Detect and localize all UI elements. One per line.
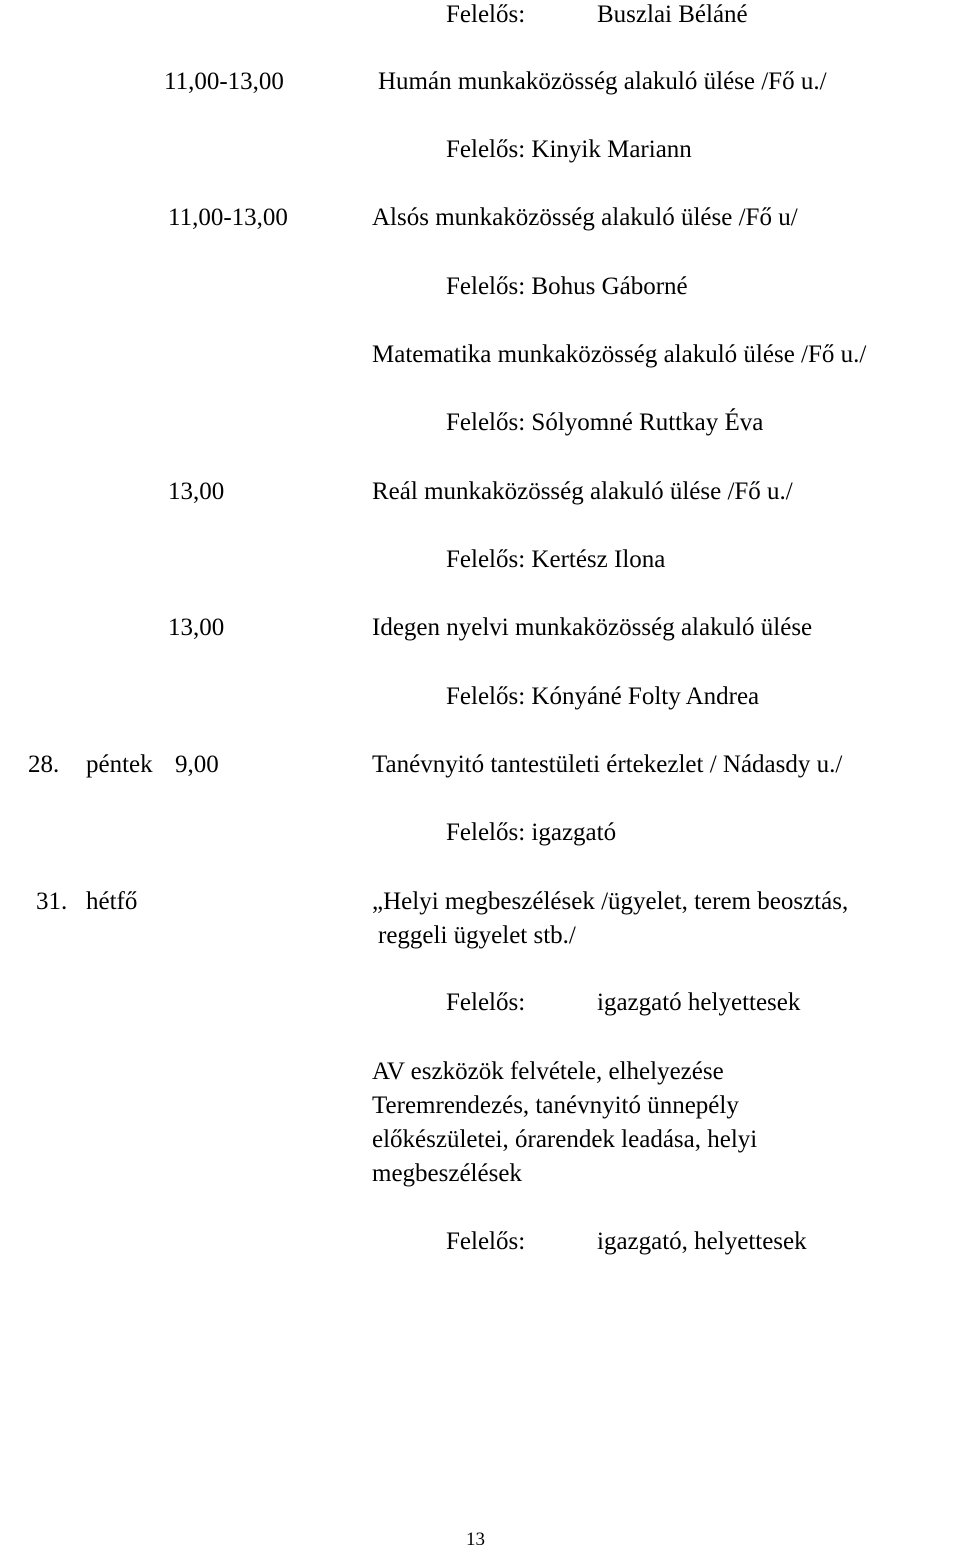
responsible-label: Felelős:: [446, 1228, 526, 1255]
event-time: 11,00-13,00: [164, 68, 284, 95]
page-number: 13: [466, 1529, 485, 1550]
event-description: Idegen nyelvi munkaközösség alakuló ülése: [372, 614, 813, 641]
responsible-person: Felelős: Kónyáné Folty Andrea: [446, 683, 760, 710]
day-number: 31.: [36, 888, 68, 915]
task-line: előkészületei, órarendek leadása, helyi: [372, 1126, 758, 1153]
responsible-name: Buszlai Béláné: [597, 1, 748, 28]
task-line: AV eszközök felvétele, elhelyezése: [372, 1058, 724, 1085]
weekday: hétfő: [86, 888, 138, 915]
responsible-person: Felelős: Bohus Gáborné: [446, 273, 688, 300]
responsible-person: Felelős: Kinyik Mariann: [446, 136, 692, 163]
event-description: Reál munkaközösség alakuló ülése /Fő u./: [372, 478, 793, 505]
event-description: Humán munkaközösség alakuló ülése /Fő u./: [378, 68, 827, 95]
responsible-name: igazgató, helyettesek: [597, 1228, 807, 1255]
responsible-person: Felelős: Sólyomné Ruttkay Éva: [446, 409, 764, 436]
task-line: megbeszélések: [372, 1160, 522, 1187]
event-time: 13,00: [168, 614, 225, 641]
event-time: 9,00: [175, 751, 219, 778]
responsible-label: Felelős:: [446, 1, 526, 28]
event-description-continued: reggeli ügyelet stb./: [378, 922, 576, 949]
event-time: 11,00-13,00: [168, 204, 288, 231]
event-description: „Helyi megbeszélések /ügyelet, terem beosztás,: [372, 888, 849, 915]
responsible-label: Felelős:: [446, 989, 526, 1016]
task-line: Teremrendezés, tanévnyitó ünnepély: [372, 1092, 739, 1119]
event-time: 13,00: [168, 478, 225, 505]
day-number: 28.: [28, 751, 60, 778]
event-description: Alsós munkaközösség alakuló ülése /Fő u/: [372, 204, 798, 231]
responsible-name: igazgató helyettesek: [597, 989, 801, 1016]
responsible-person: Felelős: igazgató: [446, 819, 617, 846]
weekday: péntek: [86, 751, 153, 778]
responsible-person: Felelős: Kertész Ilona: [446, 546, 666, 573]
event-description: Matematika munkaközösség alakuló ülése /Fő u./: [372, 341, 867, 368]
event-description: Tanévnyitó tantestületi értekezlet / Nádasdy u./: [372, 751, 843, 778]
